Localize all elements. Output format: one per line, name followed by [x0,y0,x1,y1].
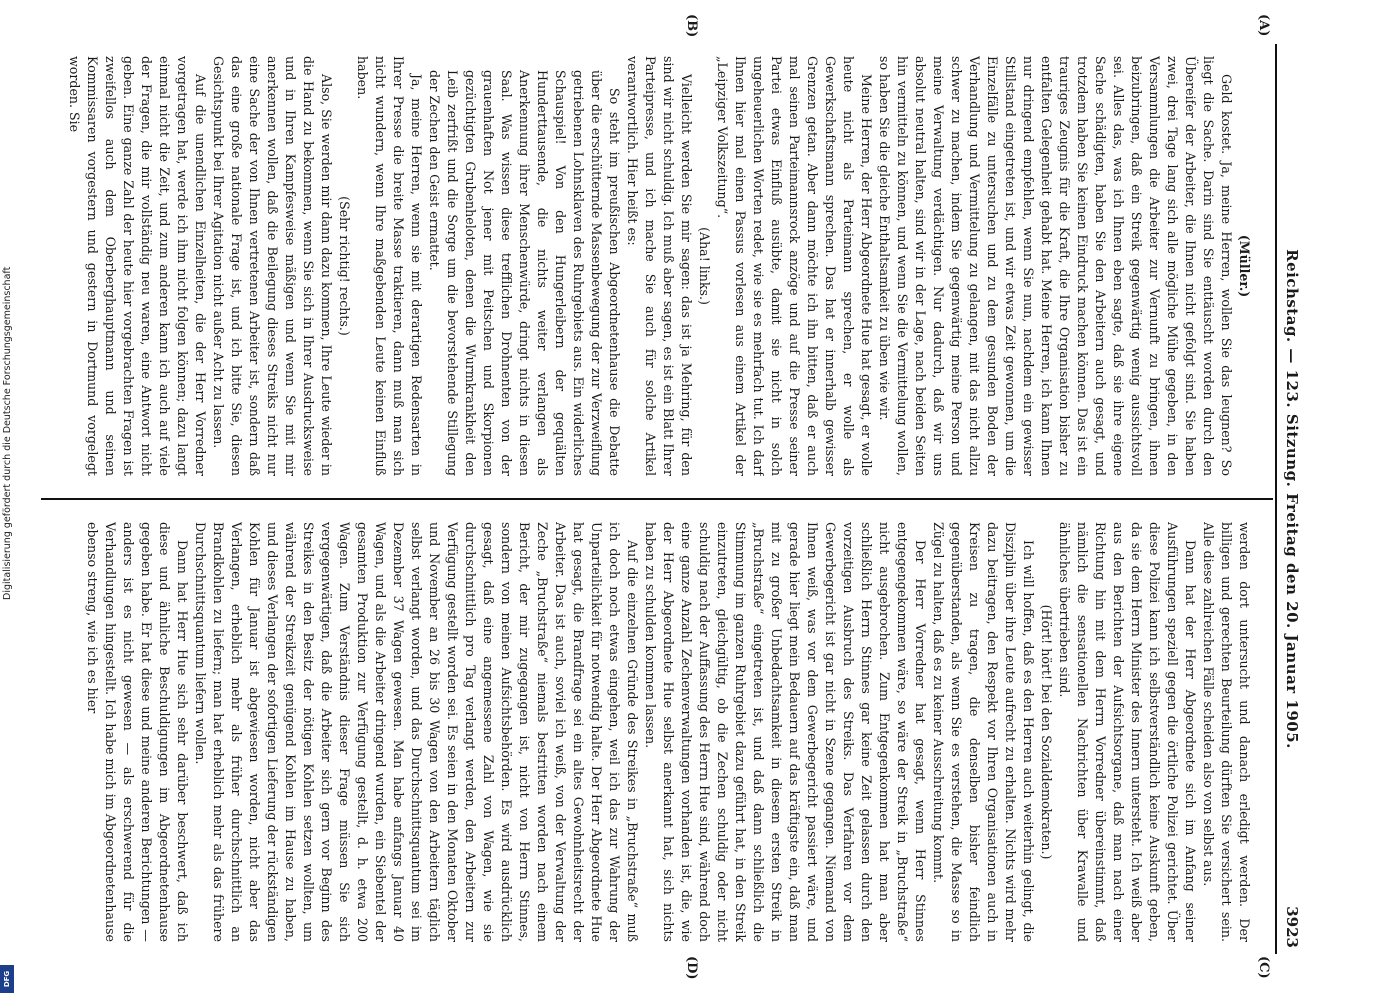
paragraph: werden dort untersucht und danach erledigt werden. Der billigen und gerechten Beurteilung dürften Sie versichert sein. Alle diese zahlreichen Fälle scheiden also von selbst aus. [1201,522,1252,942]
digitization-credit: Digitalisierung gefördert durch die Deutsche Forschungsgemeinschaft [2,266,13,600]
paragraph: Der Herr Vorredner hat gesagt, wenn Herr Stinnes entgegengekommen wäre, so wäre der Streik in „Bruchstraße“ nicht ausgebrochen. Zum Entgegenkommen hat man aber schließlich Herrn Stinnes gar keine Zeit gelassen durch den vorzeitigen Ausbruch des Streiks. Das Verfahren vor dem Gewerbegericht ist gar nicht in Szene gegangen. Niemand von Ihnen weiß, was vor dem Gewerbegericht passiert wäre, und gerade hier liegt mein Bedauern auf das kräftigste ein, daß man mit zu großer Unbedachtsamkeit in diesem ersten Streik in „Bruchstraße“ eingetreten ist, und daß dann schließlich die Stimmung im ganzen Ruhrgebiet dazu geführt hat, in den Streik einzutreten, gleichgültig, ob die Zechen schuldig oder nicht schuldig nach der Auffassung des Herrn Hue sind, während doch eine ganze Anzahl Zechenverwaltungen vorhanden ist, die, wie der Herr Abgeordnete Hue selbst anerkannt hat, sich nichts haben zu schulden kommen lassen. [643,522,928,942]
paragraph: Vielleicht werden Sie mir sagen: das ist ja Mehring, für den sind wir nicht schuldig. Ich muß aber sagen, es ist ein Blatt Ihrer Parteipresse, und ich mache Sie auch für solche Artikel verantwortlich. Hier heißt es: [625,56,694,476]
paragraph: Geld kostet. Ja, meine Herren, wollen Sie das leugnen? So liegt die Sache. Darin sind Sie enttäuscht worden durch den Übereifer der Arbeiter, die Ihnen nicht gefolgt sind. Sie haben zwei, drei Tage lang sich alle mögliche Mühe gegeben, in den Versammlungen die Arbeiter zur Vernunft zu bringen, ihnen beizubringen, daß ein Streik gegenwärtig wenig aussichtsvoll sei. Alles das, was ich Ihnen eben sagte, daß sie ihre eigene Sache schädigten, haben Sie den Arbeitern auch gesagt, und trotzdem haben Sie keinen Eindruck machen können. Das ist ein trauriges Zeugnis für die Kraft, die Ihre Organisation bisher zu entfalten Gelegenheit gehabt hat. Meine Herren, ich kann Ihnen nur dringend empfehlen, wenn Sie nun, nachdem ein gewisser Stillstand eingetreten ist, und wir etwas Zeit gewonnen, um die Einzelfälle zu untersuchen und zu dem gesunden Boden der Verhandlung und Vermittelung zu gelangen, mit das nicht allzu schwer zu machen, indem Sie gegenwärtig meine Person und meine Verwaltung verdächtigen. Nur dadurch, daß wir uns absolut neutral halten, sind wir in der Lage, nach beiden Seiten hin vermitteln zu können, und wenn Sie die Vermittelung wollen, so haben Sie die gleiche Enthaltsamkeit zu üben wie wir. [877,56,1234,476]
interjection: (Sehr richtig! rechts.) [337,196,352,336]
page-number: 3923 [1283,906,1301,948]
paragraph: Meine Herren, der Herr Abgeordnete Hue hat gesagt, er wolle heute nicht als Parteimann sprechen, er wolle als Gewerkschaftsmann sprechen. Das hat er innerhalb gewisser Grenzen getan. Aber dann möchte ich ihn bitten, daß er auch mal seinen Parteimannsrock anzöge und auf die Presse seiner Partei etwas Einfluß ausübte, damit sie nicht in solch ungeheuerlichen Worten redet, wie sie es mehrfach tut. Ich darf Ihnen hier mal einen Passus vorlesen aus einem Artikel der „Leipziger Volkszeitung“. [715,56,874,476]
paragraph: Auf die unendlichen Einzelheiten, die der Herr Vorredner vorgetragen hat, werde ich ihm nicht folgen können; dazu langt einmal nicht die Zeit, und zum anderen kann ich auch auf viele der Fragen, die mir vollständig neu waren, eine Antwort nicht geben. Eine ganze Zahl der heute hier vorgebrachten Fragen ist zweifellos auch dem Oberberghauptmann und seinen Kommissaren vorgestern und gestern in Dortmund vorgelegt worden. Sie [67,56,208,476]
margin-marker-b: (B) [684,14,699,38]
speaker-name: (Müller.) [1237,234,1252,298]
paragraph: Dann hat Herr Hue sich sehr darüber beschwert, daß ich diese und ähnliche Beschuldigungen im Abgeordnetenhause gegeben habe. Er hat diese und meine anderen Berichtungen — anders ist es nicht gewesen — als erschwerend für die Verhandlungen hingestellt. Ich habe mich im Abgeordnetenhause ebenso streng, wie ich es hier [85,522,190,942]
paragraph: Also, Sie werden mir dann dazu kommen, Ihre Leute wieder in die Hand zu bekommen, wenn Sie sich in Ihrer Ausdrucksweise und in Ihren Kampfesweise mäßigen und wenn Sie mit mir anerkennen wollen, daß die Beilegung dieses Streiks nicht nur eine Sache der von Ihnen vertretenen Arbeiter ist, sondern daß das eine große nationale Frage ist, und ich bitte Sie, diesen Gesichtspunkt bei Ihrer Agitation nicht außer Acht zu lassen. [211,56,334,476]
dfg-logo [0,965,14,993]
margin-marker-c: (C) [1256,956,1271,979]
interjection: (Hört! hört! bei den Sozialdemokraten.) [1039,604,1054,860]
page-header [1273,44,1311,954]
margin-marker-a: (A) [1256,14,1271,37]
paragraph: Ja, meine Herren, wenn sie mit derartigen Redensarten in Ihrer Presse die breite Masse traktieren, dann muß man sich nicht wundern, wenn Ihre maßgebenden Leute keinen Einfluß haben. [355,56,424,476]
margin-marker-d: (D) [684,956,699,980]
dfg-logo-text: DFG [3,970,11,988]
column-divider [41,498,1273,500]
paragraph: Ich will hoffen, daß es den Herren auch weiterhin gelingt, die Disziplin über ihre Leute aufrecht zu erhalten. Nichts wird mehr dazu beitragen, den Respekt vor Ihren Organisationen auch in Kreisen zu tragen, die denselben bisher feindlich gegenüberstanden, als wenn Sie es verstehen, die Masse so in Zügel zu halten, daß es zu keiner Ausschreitung kommt. [931,522,1036,942]
paragraph: Dann hat der Herr Abgeordnete sich im Anfang seiner Ausführungen speziell gegen die örtliche Polizei gerichtet. Über diese Polizei kann ich selbstverständlich keine Auskunft geben, da sie dem Herrn Minister des Innern untersteht. Ich weiß aber aus den Berichten der Aufsichtsorgane, daß man nach einer Richtung hin mit dem Herrn Vorredner übereinstimmt, daß nämlich die sensationellen Nachrichten über Krawalle und ähnliches übertrieben sind. [1057,522,1198,942]
left-column [53,56,1253,476]
rotated-page [41,14,1311,980]
page-title: Reichstag. — 123. Sitzung. Freitag den 20. Januar 1905. [1283,249,1301,749]
interjection: (Aha! links.) [697,227,712,305]
quotation: So steht im preußischen Abgeordnetenhause die Debatte über die erschütternde Massenbewegung der zur Verzweiflung getriebenen Lohnsklaven des Ruhrgebiets aus. Ein widerliches Schauspiel! Von den Hungerleibern der gequälten Hunderttausende, die nichts weiter verlangen als Anerkennung ihrer Menschenwürde, dringt nichts in diesen Saal. Was wissen diese trefflichen Drohnenten von der grauenhaften Not jener mit Peitschen und Skorpionen gezüchtigten Grubenheloten, denen die Wurmkrankheit den Leib zerfrißt und die Sorge um die bevorstehende Stillegung der Zechen den Geist ermattet. [427,70,622,476]
right-column [53,522,1253,942]
header-rule [1275,44,1277,954]
paragraph: Auf die einzelnen Gründe des Streikes in „Bruchstraße“ muß ich doch noch etwas eingehen, weil ich das zur Wahrung der Unparteilichkeit für notwendig halte. Der Herr Abgeordnete Hue hat gesagt, die Brandfrage sei ein altes Gewohnheitsrecht der Arbeiter. Das ist auch, soviel ich weiß, von der Verwaltung der Zeche „Bruchstraße“ niemals bestritten worden nach einem Bericht, der mir zugegangen ist, nicht von Herrn Stinnes, sondern von meinen Aufsichtsbehörden. Es wird ausdrücklich gesagt, daß eine angemessene Zahl von Wagen, wie sie durchschnittlich pro Tag verlangt werden, den Arbeitern zur Verfügung gestellt worden sei. Es seien in den Monaten Oktober und November an 26 bis 30 Wagen von den Arbeitern täglich selbst verlangt worden, und das Durchschnittsquantum sei im Dezember 37 Wagen gewesen. Man habe anfangs Januar 40 Wagen, und als die Arbeiter dringend wurden, ein Siebentel der gesamten Produktion zur Verfügung gestellt, d. h. etwa 200 Wagen. Zum Verständnis dieser Frage müssen Sie sich vergegenwärtigen, daß die Arbeiter sich gern vor Beginn des Streikes in den Besitz der nötigen Kohlen setzen wollten, um während der Streikzeit genügend Kohlen im Hause zu haben, und dieses Verlangen der sofortigen Lieferung der rückständigen Kohlen für Januar ist abgewiesen worden, nicht aber das Verlangen, erheblich mehr als früher durchschnittlich an Brandkohlen zu liefern; man hat erheblich mehr als das frühere Durchschnittsquantum liefern wollen. [193,522,640,942]
